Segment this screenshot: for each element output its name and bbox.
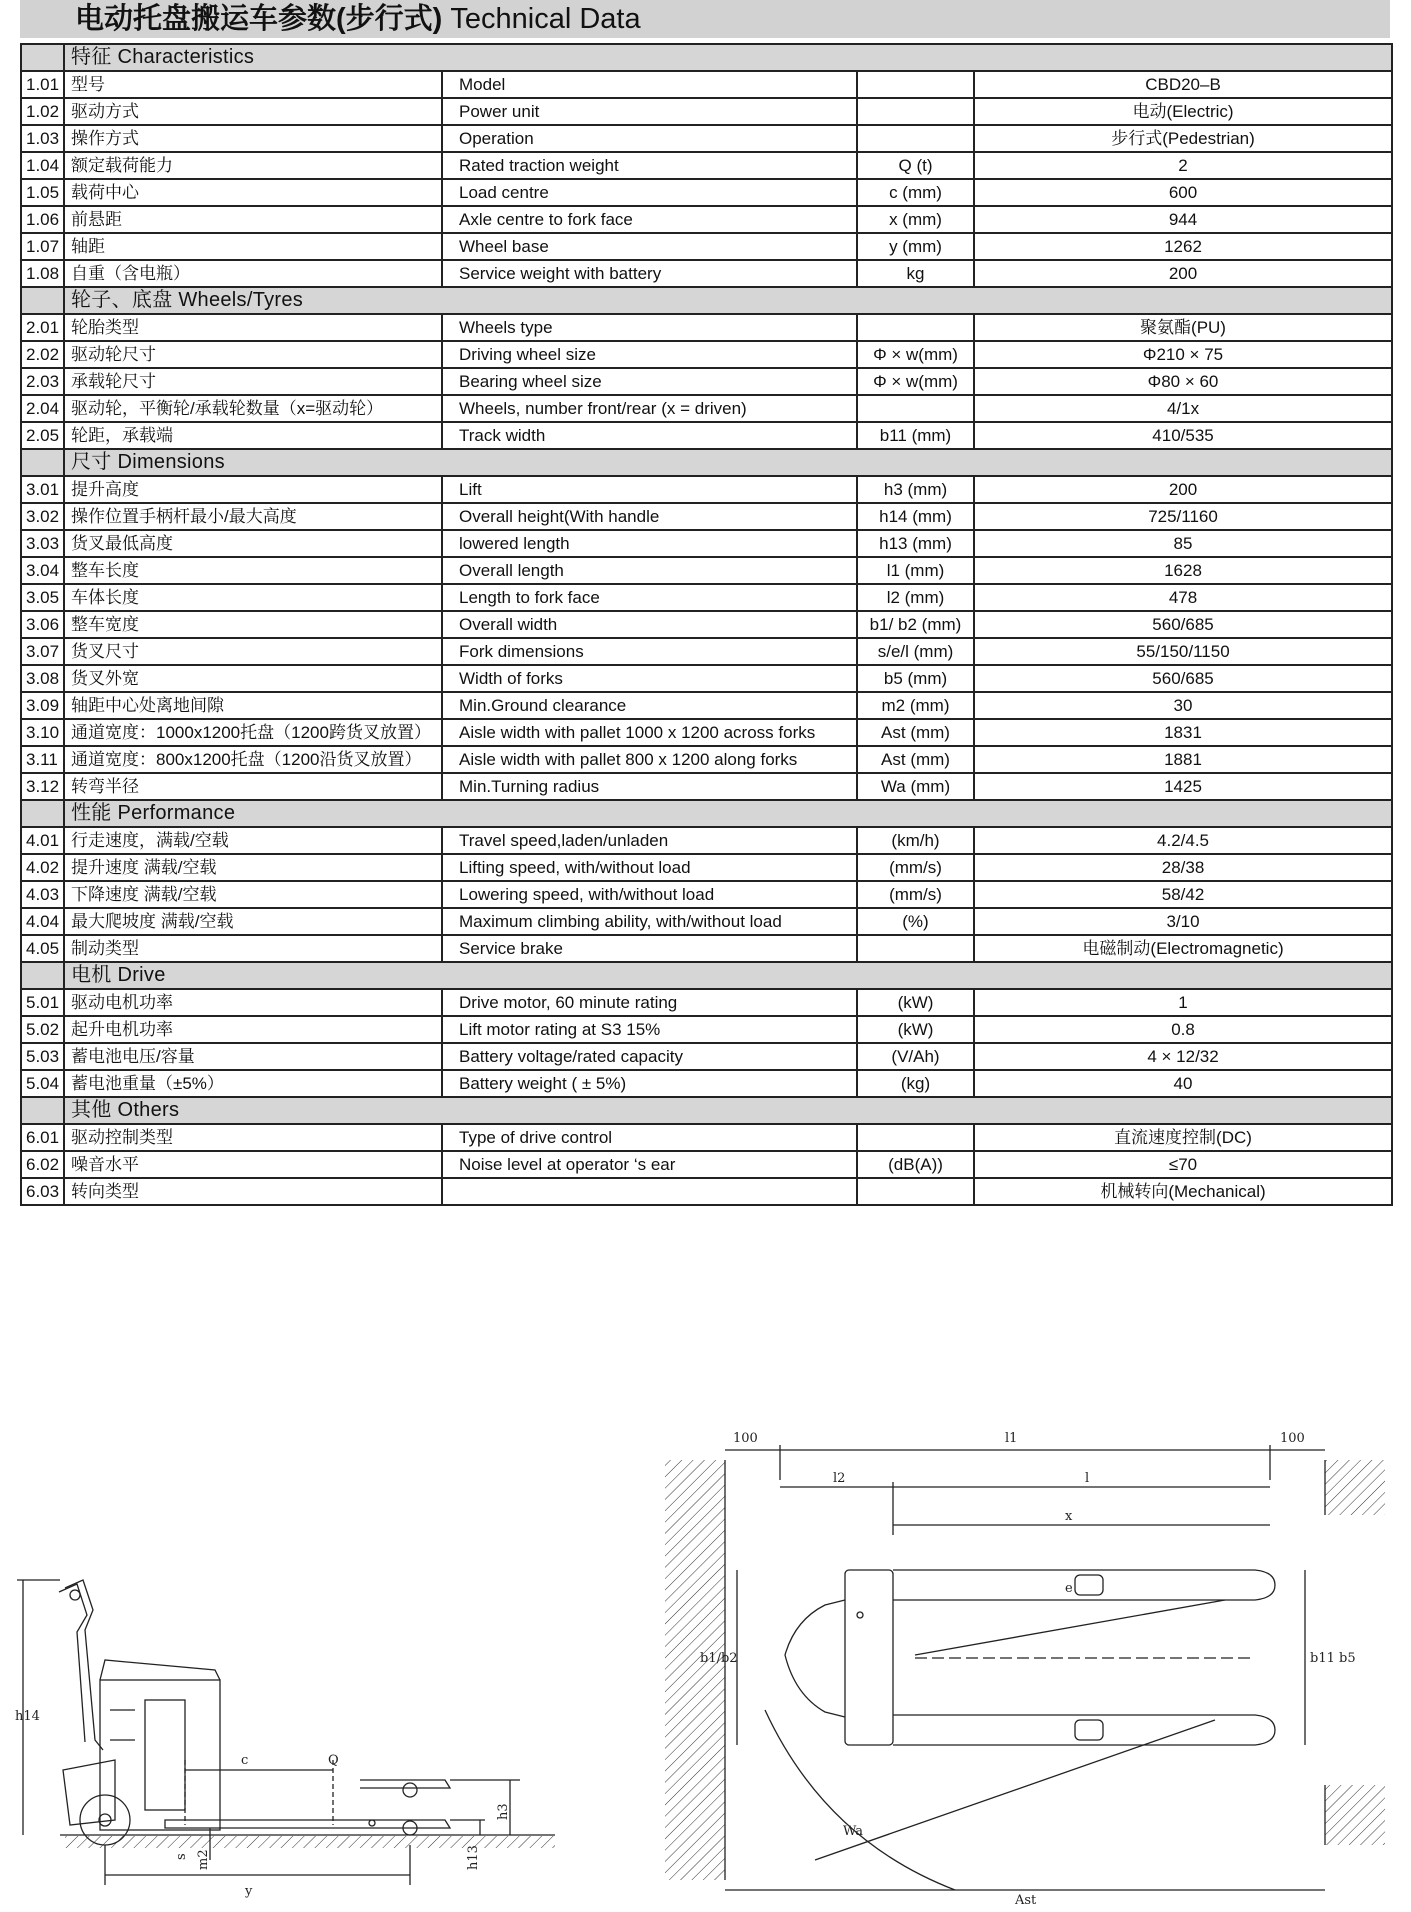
- label-100-left: 100: [733, 1431, 758, 1446]
- section-spacer: [21, 962, 64, 989]
- row-number: 2.03: [21, 368, 64, 395]
- row-number: 3.02: [21, 503, 64, 530]
- param-name-en: Battery weight ( ± 5%): [442, 1070, 857, 1097]
- param-name-zh: 蓄电池电压/容量: [64, 1043, 442, 1070]
- param-name-en: Overall height(With handle: [442, 503, 857, 530]
- section-title: 其他 Others: [64, 1097, 1392, 1124]
- param-name-zh: 制动类型: [64, 935, 442, 962]
- left-wall: [665, 1460, 725, 1880]
- param-name-en: Load centre: [442, 179, 857, 206]
- row-number: 3.06: [21, 611, 64, 638]
- section-header: [21, 962, 1392, 989]
- param-value: 410/535: [974, 422, 1392, 449]
- row-number: 3.03: [21, 530, 64, 557]
- technical-data-table: [20, 43, 1393, 1206]
- table-row: [21, 1151, 1392, 1178]
- section-spacer: [21, 449, 64, 476]
- param-name-zh: 驱动轮，平衡轮/承载轮数量（x=驱动轮）: [64, 395, 442, 422]
- param-name-en: [442, 1178, 857, 1205]
- param-name-zh: 通道宽度：1000x1200托盘（1200跨货叉放置）: [64, 719, 442, 746]
- param-unit: c (mm): [857, 179, 974, 206]
- param-name-en: lowered length: [442, 530, 857, 557]
- param-name-zh: 蓄电池重量（±5%）: [64, 1070, 442, 1097]
- param-value: 机械转向(Mechanical): [974, 1178, 1392, 1205]
- table-row: [21, 746, 1392, 773]
- param-unit: [857, 125, 974, 152]
- param-name-en: Travel speed,laden/unladen: [442, 827, 857, 854]
- row-number: 6.01: [21, 1124, 64, 1151]
- tiller-handle-inner: [59, 1584, 87, 1742]
- param-value: 4/1x: [974, 395, 1392, 422]
- row-number: 2.04: [21, 395, 64, 422]
- table-row: [21, 1070, 1392, 1097]
- row-number: 3.05: [21, 584, 64, 611]
- label-m2: m2: [196, 1849, 211, 1870]
- label-h13: h13: [466, 1845, 481, 1870]
- table-row: [21, 557, 1392, 584]
- label-h14: h14: [15, 1709, 40, 1724]
- param-name-en: Lift motor rating at S3 15%: [442, 1016, 857, 1043]
- row-number: 1.01: [21, 71, 64, 98]
- param-value: 560/685: [974, 611, 1392, 638]
- param-name-en: Rated traction weight: [442, 152, 857, 179]
- param-unit: x (mm): [857, 206, 974, 233]
- param-value: 1425: [974, 773, 1392, 800]
- param-unit: h13 (mm): [857, 530, 974, 557]
- label-l2: l2: [833, 1471, 846, 1486]
- param-name-en: Type of drive control: [442, 1124, 857, 1151]
- param-unit: Φ × w(mm): [857, 341, 974, 368]
- load-roller-raised: [403, 1783, 417, 1797]
- param-name-zh: 驱动轮尺寸: [64, 341, 442, 368]
- param-name-en: Driving wheel size: [442, 341, 857, 368]
- param-name-zh: 型号: [64, 71, 442, 98]
- param-unit: Ast (mm): [857, 719, 974, 746]
- param-value: 2: [974, 152, 1392, 179]
- param-value: 直流速度控制(DC): [974, 1124, 1392, 1151]
- handle-head: [785, 1600, 845, 1717]
- section-title: 性能 Performance: [64, 800, 1392, 827]
- param-name-en: Aisle width with pallet 800 x 1200 along forks: [442, 746, 857, 773]
- row-number: 6.03: [21, 1178, 64, 1205]
- param-value: 944: [974, 206, 1392, 233]
- table-row: [21, 854, 1392, 881]
- table-row: [21, 503, 1392, 530]
- param-name-zh: 货叉外宽: [64, 665, 442, 692]
- table-row: [21, 827, 1392, 854]
- param-name-en: Drive motor, 60 minute rating: [442, 989, 857, 1016]
- section-spacer: [21, 1097, 64, 1124]
- param-name-en: Wheel base: [442, 233, 857, 260]
- wa-line: [815, 1720, 1215, 1860]
- param-name-en: Maximum climbing ability, with/without load: [442, 908, 857, 935]
- page-title: [75, 2, 641, 36]
- param-value: 200: [974, 476, 1392, 503]
- param-unit: h3 (mm): [857, 476, 974, 503]
- table-row: [21, 341, 1392, 368]
- table-row: [21, 1124, 1392, 1151]
- param-name-en: Wheels, number front/rear (x = driven): [442, 395, 857, 422]
- param-value: 3/10: [974, 908, 1392, 935]
- fork-raised: [360, 1780, 450, 1788]
- param-name-en: Aisle width with pallet 1000 x 1200 across forks: [442, 719, 857, 746]
- row-number: 5.01: [21, 989, 64, 1016]
- param-unit: h14 (mm): [857, 503, 974, 530]
- table-row: [21, 314, 1392, 341]
- param-name-zh: 轴距: [64, 233, 442, 260]
- param-unit: b11 (mm): [857, 422, 974, 449]
- top-view-drawing: [665, 1420, 1390, 1905]
- row-number: 4.02: [21, 854, 64, 881]
- param-unit: Wa (mm): [857, 773, 974, 800]
- param-name-zh: 轴距中心处离地间隙: [64, 692, 442, 719]
- table-row: [21, 260, 1392, 287]
- param-name-en: Fork dimensions: [442, 638, 857, 665]
- section-title: 电机 Drive: [64, 962, 1392, 989]
- param-value: 1262: [974, 233, 1392, 260]
- param-name-en: Bearing wheel size: [442, 368, 857, 395]
- table-row: [21, 1043, 1392, 1070]
- param-name-en: Width of forks: [442, 665, 857, 692]
- param-name-zh: 起升电机功率: [64, 1016, 442, 1043]
- param-value: 聚氨酯(PU): [974, 314, 1392, 341]
- table-row: [21, 422, 1392, 449]
- label-e: e: [1065, 1581, 1073, 1596]
- param-value: 0.8: [974, 1016, 1392, 1043]
- table-row: [21, 125, 1392, 152]
- param-name-zh: 操作位置手柄杆最小/最大高度: [64, 503, 442, 530]
- param-name-zh: 驱动电机功率: [64, 989, 442, 1016]
- param-unit: [857, 71, 974, 98]
- param-unit: y (mm): [857, 233, 974, 260]
- row-number: 2.01: [21, 314, 64, 341]
- section-header: [21, 449, 1392, 476]
- param-name-en: Wheels type: [442, 314, 857, 341]
- param-unit: m2 (mm): [857, 692, 974, 719]
- param-name-zh: 通道宽度：800x1200托盘（1200沿货叉放置）: [64, 746, 442, 773]
- table-row: [21, 665, 1392, 692]
- param-unit: kg: [857, 260, 974, 287]
- param-unit: b1/ b2 (mm): [857, 611, 974, 638]
- param-name-zh: 驱动控制类型: [64, 1124, 442, 1151]
- title-zh: 电动托盘搬运车参数(步行式): [75, 3, 443, 35]
- row-number: 3.07: [21, 638, 64, 665]
- param-value: 200: [974, 260, 1392, 287]
- section-header: [21, 1097, 1392, 1124]
- section-header: [21, 287, 1392, 314]
- right-wall-top: [1325, 1460, 1385, 1515]
- table-row: [21, 881, 1392, 908]
- table-row: [21, 719, 1392, 746]
- table-row: [21, 179, 1392, 206]
- param-value: 55/150/1150: [974, 638, 1392, 665]
- param-value: 725/1160: [974, 503, 1392, 530]
- param-value: 28/38: [974, 854, 1392, 881]
- param-name-zh: 最大爬坡度 满载/空载: [64, 908, 442, 935]
- param-name-zh: 承载轮尺寸: [64, 368, 442, 395]
- param-value: 58/42: [974, 881, 1392, 908]
- param-value: 40: [974, 1070, 1392, 1097]
- drive-unit: [63, 1760, 115, 1825]
- param-name-en: Power unit: [442, 98, 857, 125]
- param-value: CBD20–B: [974, 71, 1392, 98]
- param-unit: (%): [857, 908, 974, 935]
- row-number: 5.02: [21, 1016, 64, 1043]
- param-value: 85: [974, 530, 1392, 557]
- param-name-en: Lift: [442, 476, 857, 503]
- row-number: 3.04: [21, 557, 64, 584]
- table-row: [21, 584, 1392, 611]
- param-unit: s/e/l (mm): [857, 638, 974, 665]
- param-unit: (V/Ah): [857, 1043, 974, 1070]
- row-number: 3.01: [21, 476, 64, 503]
- turning-arc: [765, 1710, 955, 1890]
- row-number: 4.01: [21, 827, 64, 854]
- row-number: 5.04: [21, 1070, 64, 1097]
- param-name-en: Track width: [442, 422, 857, 449]
- param-value: 电动(Electric): [974, 98, 1392, 125]
- table-row: [21, 530, 1392, 557]
- table-row: [21, 233, 1392, 260]
- param-value: 1628: [974, 557, 1392, 584]
- param-name-zh: 货叉最低高度: [64, 530, 442, 557]
- param-unit: (kg): [857, 1070, 974, 1097]
- section-spacer: [21, 44, 64, 71]
- param-name-zh: 驱动方式: [64, 98, 442, 125]
- section-spacer: [21, 800, 64, 827]
- param-name-en: Lifting speed, with/without load: [442, 854, 857, 881]
- param-name-en: Axle centre to fork face: [442, 206, 857, 233]
- right-wall-bottom: [1325, 1785, 1385, 1845]
- fork-pin: [369, 1820, 375, 1826]
- table-row: [21, 1016, 1392, 1043]
- section-header: [21, 44, 1392, 71]
- param-name-zh: 额定载荷能力: [64, 152, 442, 179]
- param-name-en: Model: [442, 71, 857, 98]
- row-number: 1.08: [21, 260, 64, 287]
- param-name-en: Operation: [442, 125, 857, 152]
- table-row: [21, 395, 1392, 422]
- label-l: l: [1085, 1471, 1090, 1486]
- row-number: 4.03: [21, 881, 64, 908]
- table-row: [21, 368, 1392, 395]
- param-name-zh: 下降速度 满载/空载: [64, 881, 442, 908]
- param-unit: (kW): [857, 989, 974, 1016]
- body-cover: [100, 1660, 220, 1680]
- row-number: 1.06: [21, 206, 64, 233]
- section-title: 尺寸 Dimensions: [64, 449, 1392, 476]
- param-name-zh: 车体长度: [64, 584, 442, 611]
- param-value: 600: [974, 179, 1392, 206]
- row-number: 1.02: [21, 98, 64, 125]
- param-unit: [857, 1178, 974, 1205]
- param-name-en: Length to fork face: [442, 584, 857, 611]
- param-name-en: Noise level at operator ‘s ear: [442, 1151, 857, 1178]
- table-row: [21, 1178, 1392, 1205]
- label-s: s: [174, 1853, 189, 1860]
- load-wheel-left: [1075, 1575, 1103, 1595]
- param-name-zh: 行走速度，满载/空载: [64, 827, 442, 854]
- row-number: 3.09: [21, 692, 64, 719]
- param-value: Φ210 × 75: [974, 341, 1392, 368]
- param-unit: l1 (mm): [857, 557, 974, 584]
- row-number: 3.10: [21, 719, 64, 746]
- param-name-en: Service weight with battery: [442, 260, 857, 287]
- row-number: 3.11: [21, 746, 64, 773]
- param-unit: (mm/s): [857, 881, 974, 908]
- table-row: [21, 152, 1392, 179]
- param-unit: b5 (mm): [857, 665, 974, 692]
- param-value: 1831: [974, 719, 1392, 746]
- param-unit: (kW): [857, 1016, 974, 1043]
- param-name-zh: 转向类型: [64, 1178, 442, 1205]
- label-h3: h3: [496, 1803, 511, 1820]
- param-value: 电磁制动(Electromagnetic): [974, 935, 1392, 962]
- param-value: 1: [974, 989, 1392, 1016]
- param-unit: Q (t): [857, 152, 974, 179]
- section-title: 特征 Characteristics: [64, 44, 1392, 71]
- param-unit: Φ × w(mm): [857, 368, 974, 395]
- param-value: 4 × 12/32: [974, 1043, 1392, 1070]
- param-value: 560/685: [974, 665, 1392, 692]
- param-name-zh: 轮距，承载端: [64, 422, 442, 449]
- row-number: 2.05: [21, 422, 64, 449]
- table-row: [21, 98, 1392, 125]
- param-name-zh: 转弯半径: [64, 773, 442, 800]
- row-number: 2.02: [21, 341, 64, 368]
- row-number: 6.02: [21, 1151, 64, 1178]
- label-100-right: 100: [1280, 1431, 1305, 1446]
- table-row: [21, 611, 1392, 638]
- param-unit: (km/h): [857, 827, 974, 854]
- label-x: x: [1065, 1509, 1073, 1524]
- section-title: 轮子、底盘 Wheels/Tyres: [64, 287, 1392, 314]
- table-row: [21, 692, 1392, 719]
- label-ast: Ast: [1015, 1893, 1037, 1905]
- param-value: 478: [974, 584, 1392, 611]
- param-unit: [857, 98, 974, 125]
- param-name-en: Min.Turning radius: [442, 773, 857, 800]
- param-unit: (dB(A)): [857, 1151, 974, 1178]
- row-number: 5.03: [21, 1043, 64, 1070]
- table-row: [21, 206, 1392, 233]
- load-wheel-right: [1075, 1720, 1103, 1740]
- label-b11-b5: b11 b5: [1310, 1651, 1356, 1666]
- param-unit: l2 (mm): [857, 584, 974, 611]
- label-Q: Q: [328, 1753, 339, 1768]
- param-name-en: Lowering speed, with/without load: [442, 881, 857, 908]
- param-name-zh: 自重（含电瓶）: [64, 260, 442, 287]
- param-unit: Ast (mm): [857, 746, 974, 773]
- param-name-zh: 提升速度 满载/空载: [64, 854, 442, 881]
- param-name-zh: 提升高度: [64, 476, 442, 503]
- table-row: [21, 71, 1392, 98]
- param-value: ≤70: [974, 1151, 1392, 1178]
- param-name-zh: 噪音水平: [64, 1151, 442, 1178]
- param-value: 1881: [974, 746, 1392, 773]
- label-y: y: [245, 1884, 253, 1899]
- truck-chassis: [845, 1570, 893, 1745]
- row-number: 3.12: [21, 773, 64, 800]
- row-number: 4.04: [21, 908, 64, 935]
- label-b1b2: b1/b2: [700, 1651, 738, 1666]
- row-number: 1.03: [21, 125, 64, 152]
- table-row: [21, 908, 1392, 935]
- table-row: [21, 935, 1392, 962]
- param-name-zh: 整车宽度: [64, 611, 442, 638]
- row-number: 1.04: [21, 152, 64, 179]
- section-spacer: [21, 287, 64, 314]
- label-l1: l1: [1005, 1431, 1018, 1446]
- param-name-en: Service brake: [442, 935, 857, 962]
- battery-cover: [145, 1700, 185, 1810]
- param-name-en: Overall width: [442, 611, 857, 638]
- row-number: 4.05: [21, 935, 64, 962]
- side-view-drawing: [15, 1480, 585, 1905]
- param-name-en: Battery voltage/rated capacity: [442, 1043, 857, 1070]
- param-name-en: Overall length: [442, 557, 857, 584]
- ground-hatch: [65, 1836, 555, 1848]
- param-unit: [857, 314, 974, 341]
- param-unit: [857, 935, 974, 962]
- truck-body: [100, 1680, 220, 1830]
- title-bar: [20, 0, 1390, 38]
- table-row: [21, 476, 1392, 503]
- param-name-zh: 整车长度: [64, 557, 442, 584]
- param-unit: [857, 1124, 974, 1151]
- row-number: 1.07: [21, 233, 64, 260]
- param-value: 30: [974, 692, 1392, 719]
- param-value: 4.2/4.5: [974, 827, 1392, 854]
- title-en: Technical Data: [450, 3, 641, 35]
- param-name-zh: 载荷中心: [64, 179, 442, 206]
- param-unit: (mm/s): [857, 854, 974, 881]
- param-name-zh: 操作方式: [64, 125, 442, 152]
- param-value: 步行式(Pedestrian): [974, 125, 1392, 152]
- row-number: 3.08: [21, 665, 64, 692]
- param-name-zh: 轮胎类型: [64, 314, 442, 341]
- param-value: Φ80 × 60: [974, 368, 1392, 395]
- param-name-zh: 货叉尺寸: [64, 638, 442, 665]
- param-unit: [857, 395, 974, 422]
- label-wa: Wa: [843, 1824, 863, 1839]
- row-number: 1.05: [21, 179, 64, 206]
- table-row: [21, 638, 1392, 665]
- handle-knob: [70, 1590, 80, 1600]
- section-header: [21, 800, 1392, 827]
- param-name-en: Min.Ground clearance: [442, 692, 857, 719]
- table-row: [21, 773, 1392, 800]
- param-name-zh: 前悬距: [64, 206, 442, 233]
- table-row: [21, 989, 1392, 1016]
- label-c: c: [241, 1753, 249, 1768]
